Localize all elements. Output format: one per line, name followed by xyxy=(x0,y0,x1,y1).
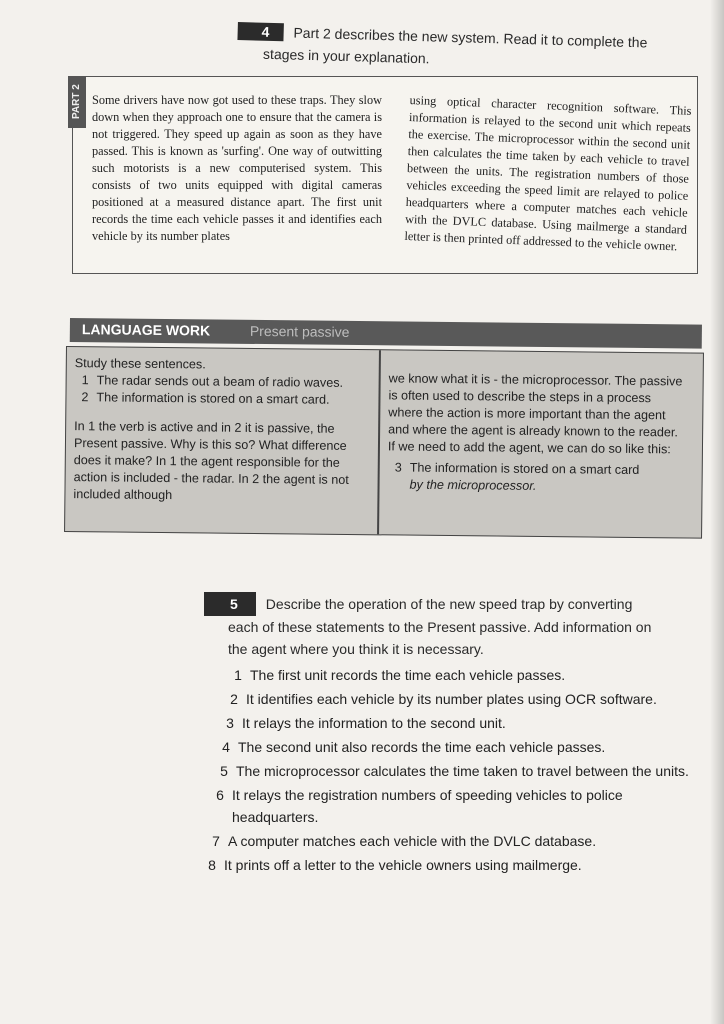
explanation-right: we know what it is - the microprocessor. The passive is often used to describe the steps in a process where the action is more important than the agent and where the agent is already known to the reader. If we need to add the agent, we can do so like this: xyxy=(387,371,683,457)
example-2-text: The information is stored on a smart card. xyxy=(96,390,330,407)
task-5-instruction xyxy=(204,592,704,660)
statement-6-number: 6 xyxy=(216,787,224,803)
explanation-left: In 1 the verb is active and in 2 it is passive, the Present passive. Why is this so? What difference does it make? In 1 the agent responsible for the action is included - the radar. In 2 the agent is not included although xyxy=(73,419,349,503)
statement-2 xyxy=(222,688,698,710)
language-work-right-column xyxy=(387,370,688,496)
example-1-number: 1 xyxy=(81,373,89,388)
statement-4-text: The second unit also records the time each vehicle passes. xyxy=(238,739,606,755)
statement-5 xyxy=(212,760,698,782)
statement-3-text: It relays the information to the second unit. xyxy=(242,715,506,731)
statement-2-number: 2 xyxy=(230,691,238,707)
column-divider xyxy=(377,350,380,534)
statement-7-number: 7 xyxy=(212,833,220,849)
language-work-subtitle: Present passive xyxy=(249,322,350,340)
statement-4 xyxy=(214,736,698,758)
statement-8 xyxy=(200,854,698,876)
task-5-statements xyxy=(198,664,698,878)
statement-3 xyxy=(218,712,698,734)
study-heading: Study these sentences. xyxy=(74,356,206,372)
part-2-tab: PART 2 xyxy=(68,76,86,128)
statement-3-number: 3 xyxy=(226,715,234,731)
task-5-number: 5 xyxy=(204,592,256,616)
statement-5-number: 5 xyxy=(220,763,228,779)
statement-7 xyxy=(204,830,698,852)
language-work-title: LANGUAGE WORK xyxy=(81,321,211,339)
example-3-text: The information is stored on a smart card xyxy=(409,460,640,478)
statement-2-text: It identifies each vehicle by its number plates using OCR software. xyxy=(246,691,657,707)
page-edge-shadow xyxy=(710,0,724,1024)
task-4-line-2: stages in your explanation. xyxy=(262,45,430,67)
language-work-left-column xyxy=(73,355,373,506)
task-4-line-1: Part 2 describes the new system. Read it to complete the xyxy=(293,24,648,51)
task-5-line-1: Describe the operation of the new speed trap by converting xyxy=(265,596,633,612)
task-5-line-3: the agent where you think it is necessary. xyxy=(228,641,484,657)
example-3-number: 3 xyxy=(394,460,402,475)
reading-column-left: Some drivers have now got used to these traps. They slow down when they approach one to ensure that the camera is not triggered. They speed up again as soon as they have passed. This is known as 'surfing'. One way of outwitting such motorists is a new computerised system. This consists of two units equipped with digital cameras positioned at a measured distance apart. The first unit records the time each vehicle passes it and identifies each vehicle by its number plates xyxy=(92,93,382,243)
statement-1 xyxy=(226,664,698,686)
statement-8-number: 8 xyxy=(208,857,216,873)
statement-7-text: A computer matches each vehicle with the DVLC database. xyxy=(228,833,597,849)
statement-4-number: 4 xyxy=(222,739,230,755)
statement-1-text: The first unit records the time each vehicle passes. xyxy=(250,667,566,683)
example-2 xyxy=(74,389,372,409)
language-work-box xyxy=(64,346,704,539)
task-4-instruction xyxy=(237,20,698,77)
example-3-agent: by the microprocessor. xyxy=(409,477,537,493)
statement-6-text: It relays the registration numbers of speeding vehicles to police headquarters. xyxy=(232,787,623,825)
language-work-header xyxy=(70,318,702,349)
statement-8-text: It prints off a letter to the vehicle owners using mailmerge. xyxy=(224,857,582,873)
example-1-text: The radar sends out a beam of radio waves. xyxy=(96,373,344,390)
task-5-line-2: each of these statements to the Present passive. Add information on xyxy=(228,619,652,635)
example-2-number: 2 xyxy=(81,390,89,405)
statement-1-number: 1 xyxy=(234,667,242,683)
statement-6 xyxy=(208,784,698,828)
task-4-number: 4 xyxy=(237,22,283,41)
reading-column-right: using optical character recognition software. This information is relayed to the second unit which repeats the exercise. The microprocessor within the second unit then calculates the time taken by each vehicle to travel between the units. The registration numbers of those vehicles exceeding the speed limit are relayed to police headquarters where a computer matches each vehicle with the DVLC database. Using mailmerge a standard letter is then printed off addressed to the vehicle owner. xyxy=(404,92,692,254)
statement-5-text: The microprocessor calculates the time taken to travel between the units. xyxy=(236,763,689,779)
